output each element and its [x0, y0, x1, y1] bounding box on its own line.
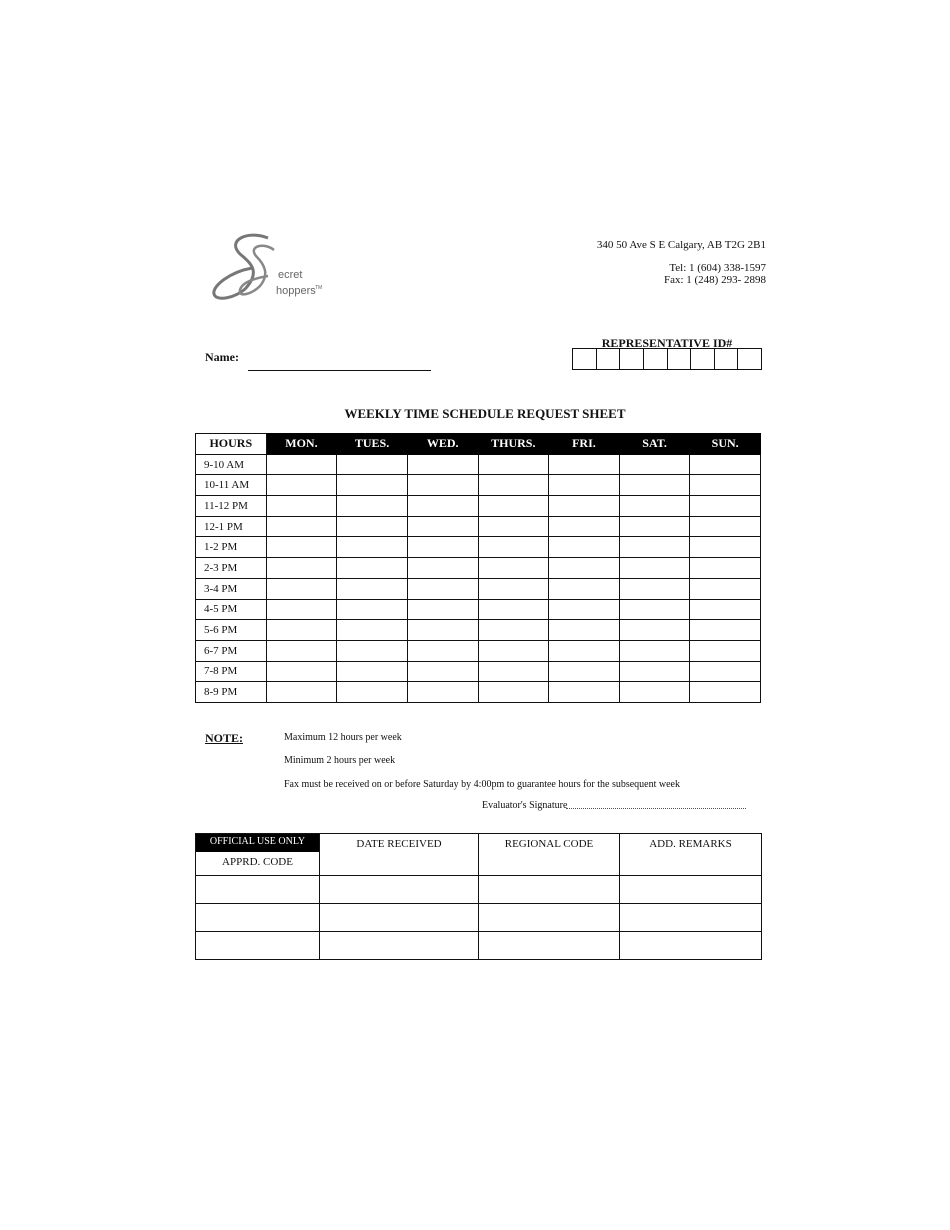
schedule-cell[interactable]: [690, 661, 761, 682]
schedule-cell[interactable]: [266, 516, 337, 537]
schedule-cell[interactable]: [549, 537, 620, 558]
schedule-cell[interactable]: [619, 516, 690, 537]
schedule-cell[interactable]: [690, 496, 761, 517]
schedule-cell[interactable]: [407, 496, 478, 517]
table-row: [196, 558, 761, 579]
table-row: [196, 682, 761, 703]
appr-code-header: [196, 834, 320, 876]
schedule-header-row: [196, 434, 761, 455]
schedule-cell[interactable]: [549, 640, 620, 661]
company-tel: Tel: 1 (604) 338-1597: [669, 262, 766, 274]
schedule-cell[interactable]: [690, 516, 761, 537]
table-row: [196, 599, 761, 620]
official-use-banner: OFFICIAL USE ONLY: [196, 834, 319, 852]
schedule-cell[interactable]: [337, 682, 408, 703]
schedule-cell[interactable]: [478, 578, 549, 599]
table-row: [196, 661, 761, 682]
schedule-cell[interactable]: [407, 537, 478, 558]
schedule-cell[interactable]: [337, 537, 408, 558]
schedule-cell[interactable]: [266, 640, 337, 661]
schedule-cell[interactable]: [478, 620, 549, 641]
schedule-cell[interactable]: [407, 661, 478, 682]
day-header-tues: TUES.: [337, 434, 408, 455]
regional-code-cell[interactable]: [479, 932, 620, 960]
schedule-cell[interactable]: [549, 496, 620, 517]
rep-id-box[interactable]: [619, 349, 643, 369]
appr-code-label: APPRD. CODE: [222, 856, 293, 868]
rep-id-box[interactable]: [667, 349, 691, 369]
table-row: [196, 496, 761, 517]
name-label: Name:: [205, 350, 239, 364]
day-header-sun: SUN.: [690, 434, 761, 455]
schedule-cell[interactable]: [337, 578, 408, 599]
day-header-wed: WED.: [407, 434, 478, 455]
hour-label: 2-3 PM: [196, 558, 267, 579]
schedule-cell[interactable]: [690, 599, 761, 620]
schedule-cell[interactable]: [478, 661, 549, 682]
hour-label: 3-4 PM: [196, 578, 267, 599]
schedule-cell[interactable]: [549, 558, 620, 579]
schedule-cell[interactable]: [549, 516, 620, 537]
schedule-cell[interactable]: [478, 454, 549, 475]
schedule-cell[interactable]: [549, 578, 620, 599]
official-header-row: [196, 834, 762, 876]
table-row: [196, 578, 761, 599]
schedule-cell[interactable]: [478, 516, 549, 537]
table-row: [196, 932, 762, 960]
schedule-cell[interactable]: [478, 496, 549, 517]
schedule-cell[interactable]: [266, 496, 337, 517]
note-label: NOTE:: [205, 731, 244, 745]
day-header-sat: SAT.: [619, 434, 690, 455]
schedule-cell[interactable]: [549, 682, 620, 703]
schedule-cell[interactable]: [407, 578, 478, 599]
day-header-fri: FRI.: [549, 434, 620, 455]
svg-text:hoppers: hoppers: [276, 285, 316, 297]
table-row: [196, 620, 761, 641]
day-header-thurs: THURS.: [478, 434, 549, 455]
rep-id-boxes[interactable]: [572, 348, 762, 370]
hour-label: 1-2 PM: [196, 537, 267, 558]
schedule-cell[interactable]: [549, 661, 620, 682]
schedule-cell[interactable]: [619, 640, 690, 661]
regional-code-header: REGIONAL CODE: [479, 834, 620, 876]
add-remarks-cell[interactable]: [620, 876, 762, 904]
date-received-cell[interactable]: [320, 876, 479, 904]
schedule-cell[interactable]: [619, 454, 690, 475]
schedule-cell[interactable]: [690, 537, 761, 558]
rep-id-box[interactable]: [714, 349, 738, 369]
table-row: [196, 454, 761, 475]
add-remarks-header: ADD. REMARKS: [620, 834, 762, 876]
table-row: [196, 516, 761, 537]
schedule-cell[interactable]: [549, 475, 620, 496]
schedule-cell[interactable]: [478, 558, 549, 579]
schedule-cell[interactable]: [337, 661, 408, 682]
rep-id-box[interactable]: [737, 349, 761, 369]
schedule-cell[interactable]: [619, 558, 690, 579]
table-row: [196, 904, 762, 932]
schedule-cell[interactable]: [690, 620, 761, 641]
hour-label: 7-8 PM: [196, 661, 267, 682]
table-row: [196, 876, 762, 904]
appr-code-cell[interactable]: [196, 904, 320, 932]
schedule-cell[interactable]: [619, 682, 690, 703]
schedule-cell[interactable]: [690, 558, 761, 579]
hour-label: 10-11 AM: [196, 475, 267, 496]
schedule-cell[interactable]: [266, 475, 337, 496]
add-remarks-cell[interactable]: [620, 904, 762, 932]
date-received-cell[interactable]: [320, 932, 479, 960]
schedule-cell[interactable]: [407, 558, 478, 579]
table-row: [196, 475, 761, 496]
schedule-cell[interactable]: [619, 496, 690, 517]
note-line: Fax must be received on or before Saturday by 4:00pm to guarantee hours for the subsequent week: [284, 779, 680, 790]
hours-header: HOURS: [196, 434, 267, 455]
schedule-cell[interactable]: [337, 516, 408, 537]
schedule-cell[interactable]: [690, 578, 761, 599]
schedule-cell[interactable]: [690, 475, 761, 496]
schedule-cell[interactable]: [266, 454, 337, 475]
schedule-cell[interactable]: [266, 537, 337, 558]
schedule-cell[interactable]: [407, 599, 478, 620]
secret-shoppers-logo: [208, 232, 328, 304]
schedule-cell[interactable]: [266, 578, 337, 599]
schedule-cell[interactable]: [690, 682, 761, 703]
rep-id-label: REPRESENTATIVE ID#: [601, 336, 733, 350]
hour-label: 11-12 PM: [196, 496, 267, 517]
schedule-cell[interactable]: [337, 620, 408, 641]
svg-text:ecret: ecret: [278, 269, 303, 281]
schedule-cell[interactable]: [266, 682, 337, 703]
rep-id-box[interactable]: [643, 349, 667, 369]
schedule-cell[interactable]: [266, 558, 337, 579]
schedule-cell[interactable]: [478, 640, 549, 661]
schedule-cell[interactable]: [407, 620, 478, 641]
schedule-cell[interactable]: [619, 537, 690, 558]
schedule-cell[interactable]: [407, 682, 478, 703]
schedule-cell[interactable]: [337, 454, 408, 475]
schedule-cell[interactable]: [478, 682, 549, 703]
hour-label: 9-10 AM: [196, 454, 267, 475]
signature-field[interactable]: [566, 808, 746, 809]
schedule-cell[interactable]: [266, 661, 337, 682]
hour-label: 12-1 PM: [196, 516, 267, 537]
date-received-header: DATE RECEIVED: [320, 834, 479, 876]
table-row: [196, 640, 761, 661]
schedule-cell[interactable]: [619, 475, 690, 496]
rep-id-box[interactable]: [596, 349, 620, 369]
schedule-cell[interactable]: [337, 475, 408, 496]
note-line: Maximum 12 hours per week: [284, 732, 402, 743]
schedule-cell[interactable]: [619, 620, 690, 641]
schedule-cell[interactable]: [266, 599, 337, 620]
signature-label: Evaluator's Signature: [482, 800, 568, 811]
company-address: 340 50 Ave S E Calgary, AB T2G 2B1: [596, 239, 766, 251]
schedule-cell[interactable]: [407, 475, 478, 496]
schedule-cell[interactable]: [619, 661, 690, 682]
schedule-cell[interactable]: [478, 599, 549, 620]
schedule-table: [195, 433, 761, 703]
schedule-cell[interactable]: [407, 640, 478, 661]
schedule-cell[interactable]: [549, 599, 620, 620]
schedule-cell[interactable]: [407, 516, 478, 537]
schedule-cell[interactable]: [478, 475, 549, 496]
regional-code-cell[interactable]: [479, 876, 620, 904]
schedule-cell[interactable]: [337, 558, 408, 579]
appr-code-cell[interactable]: [196, 932, 320, 960]
rep-id-box[interactable]: [690, 349, 714, 369]
schedule-cell[interactable]: [690, 454, 761, 475]
schedule-cell[interactable]: [337, 496, 408, 517]
schedule-cell[interactable]: [337, 599, 408, 620]
official-use-table: [195, 833, 762, 960]
name-field[interactable]: [248, 370, 431, 371]
day-header-mon: MON.: [266, 434, 337, 455]
hour-label: 8-9 PM: [196, 682, 267, 703]
add-remarks-cell[interactable]: [620, 932, 762, 960]
hour-label: 6-7 PM: [196, 640, 267, 661]
schedule-cell[interactable]: [407, 454, 478, 475]
rep-id-box[interactable]: [573, 349, 596, 369]
schedule-cell[interactable]: [619, 578, 690, 599]
schedule-cell[interactable]: [549, 454, 620, 475]
note-line: Minimum 2 hours per week: [284, 755, 396, 766]
regional-code-cell[interactable]: [479, 904, 620, 932]
hour-label: 5-6 PM: [196, 620, 267, 641]
schedule-cell[interactable]: [690, 640, 761, 661]
svg-text:TM: TM: [315, 285, 323, 291]
schedule-cell[interactable]: [478, 537, 549, 558]
company-fax: Fax: 1 (248) 293- 2898: [663, 274, 766, 286]
schedule-cell[interactable]: [266, 620, 337, 641]
appr-code-cell[interactable]: [196, 876, 320, 904]
schedule-cell[interactable]: [337, 640, 408, 661]
date-received-cell[interactable]: [320, 904, 479, 932]
schedule-cell[interactable]: [549, 620, 620, 641]
sheet-title: WEEKLY TIME SCHEDULE REQUEST SHEET: [344, 406, 626, 421]
table-row: [196, 537, 761, 558]
schedule-cell[interactable]: [619, 599, 690, 620]
hour-label: 4-5 PM: [196, 599, 267, 620]
